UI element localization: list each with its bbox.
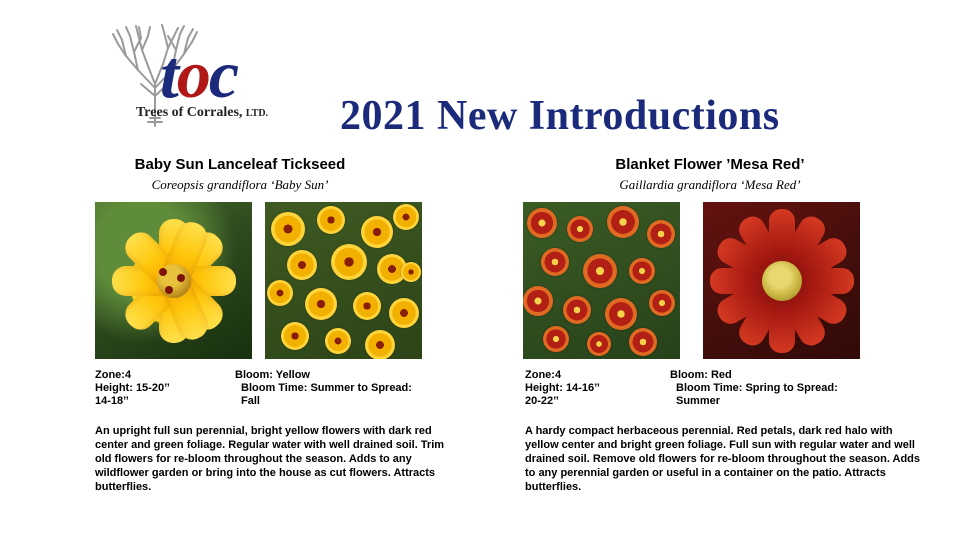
plant-specs-left-column — [525, 369, 675, 408]
plant-botanical-name: Gaillardia grandiflora ‘Mesa Red’ — [619, 177, 801, 192]
gaillardia-mass-planting-photo — [523, 202, 680, 359]
plant-specs-left-column — [95, 369, 245, 408]
logo-letter-c: c — [208, 36, 238, 112]
plant-specs — [20, 369, 460, 413]
spec-bloom-time-cont: Summer — [676, 395, 721, 407]
spec-bloom-time-cont: Fall — [241, 395, 260, 407]
plant-botanical-name: Coreopsis grandiflora ‘Baby Sun’ — [151, 177, 329, 192]
gaillardia-closeup-photo — [703, 202, 860, 359]
spec-bloom: Bloom: Yellow — [235, 369, 310, 381]
company-logo — [108, 22, 298, 137]
coreopsis-single-flower-photo — [95, 202, 252, 359]
page-header — [0, 0, 960, 145]
plant-description: A hardy compact herbaceous perennial. Red petals, dark red halo with yellow center and bright green foliage. Full sun with regular water and well drained soil. Remove old flowers for re-bloom throughout the season. Adds to any perennial garden or useful in a container on the patio. Attracts butterflies. — [525, 425, 921, 493]
spec-height-cont: 14-18’’ — [95, 395, 129, 407]
logo-monogram — [160, 36, 238, 112]
spec-zone: Zone:4 — [95, 369, 132, 381]
plant-photo-row — [490, 202, 930, 359]
coreopsis-mass-planting-photo — [265, 202, 422, 359]
spec-bloom: Bloom: Red — [670, 369, 732, 381]
logo-letter-t: t — [160, 36, 177, 112]
logo-company-name — [136, 105, 268, 121]
spec-height: Height: 15-20’’ — [95, 382, 170, 394]
plant-photo-row — [20, 202, 460, 359]
plant-specs-right-column — [670, 369, 895, 408]
spec-zone: Zone:4 — [525, 369, 562, 381]
plant-common-name: Baby Sun Lanceleaf Tickseed — [134, 156, 346, 173]
plant-specs-right-column — [235, 369, 460, 408]
plant-card-gaillardia — [490, 155, 930, 494]
logo-company-text: Trees of Corrales, — [136, 105, 243, 120]
spec-bloom-time: Bloom Time: Summer to Spread: — [241, 382, 412, 394]
spec-height: Height: 14-16’’ — [525, 382, 600, 394]
plant-card-coreopsis — [20, 155, 460, 494]
spec-bloom-time: Bloom Time: Spring to Spread: — [676, 382, 838, 394]
plant-specs — [490, 369, 930, 413]
plant-description: An upright full sun perennial, bright yellow flowers with dark red center and green foliage. Regular water with well drained soil. Trim old flowers for re-bloom throughout the season. Adds to any wildflower garden or bring into the house as cut flowers. Attracts butterflies. — [95, 425, 445, 493]
spec-height-cont: 20-22’’ — [525, 395, 559, 407]
page-title: 2021 New Introductions — [340, 93, 780, 140]
logo-letter-o: o — [176, 36, 209, 112]
logo-company-suffix: LTD. — [245, 108, 269, 119]
plant-common-name: Blanket Flower ’Mesa Red’ — [615, 156, 805, 173]
